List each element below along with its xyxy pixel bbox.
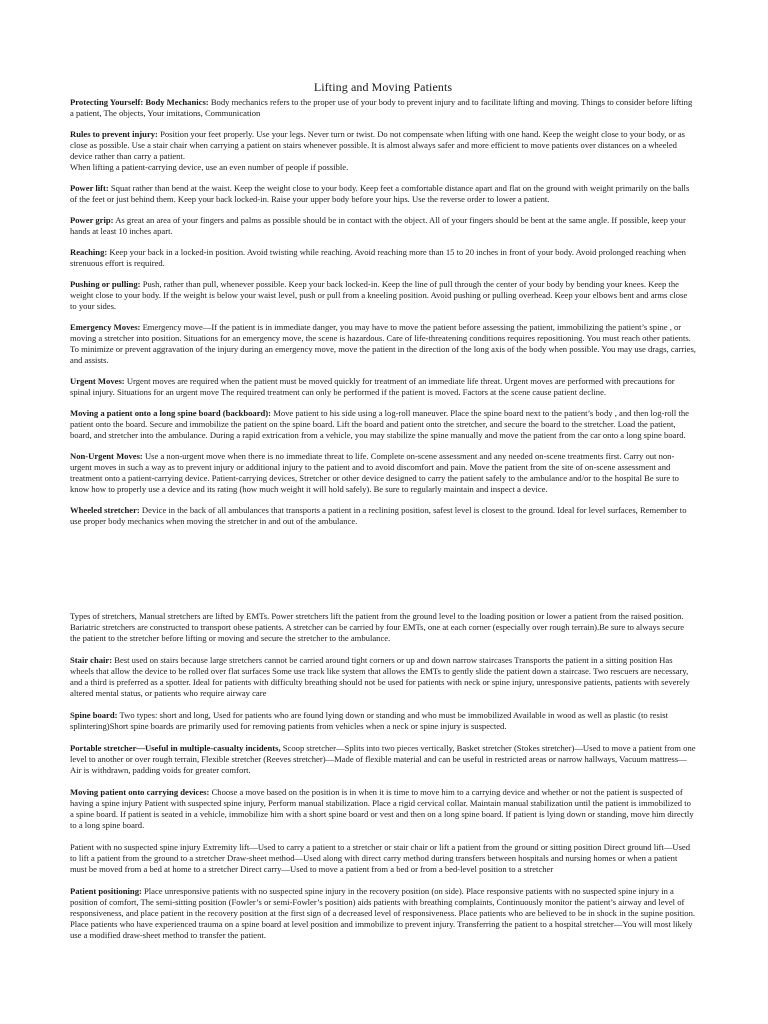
section-paragraph	[70, 710, 696, 732]
section-paragraph	[70, 886, 696, 941]
section-heading: Power lift:	[70, 183, 109, 193]
section-paragraph	[70, 322, 696, 366]
section-heading: Rules to prevent injury:	[70, 129, 158, 139]
section-paragraph	[70, 611, 696, 644]
section-heading: Portable stretcher—Useful in multiple-casualty incidents,	[70, 743, 281, 753]
section-paragraph	[70, 97, 696, 119]
section-heading: Power grip:	[70, 215, 114, 225]
section-heading: Reaching:	[70, 247, 108, 257]
section-heading: Patient positioning:	[70, 886, 142, 896]
section-text: Patient with no suspected spine injury Extremity lift—Used to carry a patient to a stretcher or stair chair or lift a patient from the ground or sitting position Direct ground lift—Used to lift a patient from the ground to a stretcher Draw-sheet method—Used along with direct carry method during transfers between hospitals and nursing homes or when a patient must be moved from a bed at home to a stretcher Direct carry—Used to move a patient from a bed or from a bed-level position to a stretcher	[70, 842, 691, 874]
section-text: Body mechanics refers to the proper use of your body to prevent injury and to facilitate lifting and moving. Things to consider before lifting a patient, The objects, Your imitations, Communication	[70, 97, 693, 118]
section-heading: Pushing or pulling:	[70, 279, 141, 289]
section-paragraph	[70, 408, 696, 441]
section-text: Use a non-urgent move when there is no immediate threat to life. Complete on-scene assessment and any needed on-scene treatments first. Carry out non-urgent moves in such a way as to prevent injury or additional injury to the patient and to avoid discomfort and pain. Move the patient from the site of on-scene assessment and treatment onto a patient-carrying device. Patient-carrying devices, Stretcher or other device designed to carry the patient safely to the ambulance and/or to the hospital Be sure to know how to properly use a device and its rating (how much weight it will hold safely). Be sure to regularly maintain and inspect a device.	[70, 451, 679, 494]
section-text: As great an area of your fingers and palms as possible should be in contact with the object. All of your fingers should be bent at the same angle. If possible, keep your hands at least 10 inches apart.	[70, 215, 686, 236]
document-title: Lifting and Moving Patients	[313, 80, 453, 94]
section-paragraph	[70, 842, 696, 875]
bottom-sections	[70, 611, 696, 941]
section-text: Emergency move—If the patient is in immediate danger, you may have to move the patient before assessing the patient, immobilizing the patient’s spine , or moving a stretcher into position. Situations for an emergency move, the scene is hazardous. Care of life-threatening conditions requires repositioning. You must reach other patients. To minimize or prevent aggravation of the injury during an emergency move, move the patient in the direction of the long axis of the body when possible. You may use drags, carries, and assists.	[70, 322, 696, 365]
section-heading: Protecting Yourself: Body Mechanics:	[70, 97, 209, 107]
section-heading: Non-Urgent Moves:	[70, 451, 143, 461]
section-paragraph	[70, 743, 696, 776]
section-heading: Urgent Moves:	[70, 376, 125, 386]
blank-gap	[70, 537, 696, 611]
section-paragraph	[70, 655, 696, 699]
top-sections	[70, 97, 696, 527]
section-text: Best used on stairs because large stretchers cannot be carried around tight corners or up and down narrow staircases Transports the patient in a sitting position Has wheels that allow the device to be rolled over flat surfaces Some use track like system that allows the EMTs to gently slide the patient down a staircase. Two rescuers are necessary, and a third is preferred as a spotter. Ideal for patients with difficulty breathing should not be used for patients with neck or spine injury, unresponsive patients, patients with severely altered mental status, or patients who require airway care	[70, 655, 690, 698]
section-paragraph	[70, 183, 696, 205]
section-text: Scoop stretcher—Splits into two pieces vertically, Basket stretcher (Stokes stretcher)—Used to move a patient from one level to another or over rough terrain, Flexible stretcher (Reeves stretcher)—Made of flexible material and can be useful in restricted areas or narrow hallways, Vacuum mattress—Air is withdrawn, padding voids for greater comfort.	[70, 743, 696, 775]
section-paragraph	[70, 215, 696, 237]
section-text: Device in the back of all ambulances that transports a patient in a reclining position, safest level is closest to the ground. Ideal for level surfaces, Remember to use proper body mechanics when moving the stretcher in and out of the ambulance.	[70, 505, 687, 526]
section-paragraph	[70, 376, 696, 398]
section-text: Push, rather than pull, whenever possible. Keep your back locked-in. Keep the line of pull through the center of your body by bending your knees. Keep the weight close to your body. If the weight is below your waist level, push or pull from a kneeling position. Avoid pushing or pulling overhead. Keep your elbows bent and arms close to your sides.	[70, 279, 688, 311]
section-text: Move patient to his side using a log-roll maneuver. Place the spine board next to the patient’s body , and then log-roll the patient onto the board. Secure and immobilize the patient on the spine board. Lift the board and patient onto the stretcher, and secure the board to the stretcher. Load the patient, board, and stretcher into the ambulance. During a rapid extrication from a vehicle, you may stabilize the spine manually and move the patient from the car onto a long spine board.	[70, 408, 689, 440]
section-text: Position your feet properly. Use your legs. Never turn or twist. Do not compensate when lifting with one hand. Keep the weight close to your body, or as close as possible. Use a stair chair when carrying a patient on stairs whenever possible. It is almost always safer and more efficient to move patients over distances on a wheeled device rather than carry a patient.	[70, 129, 685, 161]
section-text: Types of stretchers, Manual stretchers are lifted by EMTs. Power stretchers lift the patient from the ground level to the loading position or lower a patient from the raised position. Bariatric stretchers are constructed to transport obese patients. A stretcher can be carried by four EMTs, one at each corner (especially over rough terrain).Be sure to always secure the patient to the stretcher before lifting or moving and secure the stretcher to the ambulance.	[70, 611, 685, 643]
section-text: Choose a move based on the position is in when it is time to move him to a carrying device and whether or not the patient is suspected of having a spine injury Patient with suspected spine injury, Perform manual stabilization. Place a rigid cervical collar. Maintain manual stabilization until the patient is immobilized to a spine board. If patient is seated in a vehicle, immobilize him with a short spine board or vest and then on a long spine board. If patient is lying down or standing, move him directly to a long spine board.	[70, 787, 694, 830]
document-page	[70, 80, 696, 952]
section-heading: Stair chair:	[70, 655, 113, 665]
section-heading: Wheeled stretcher:	[70, 505, 140, 515]
section-paragraph	[70, 279, 696, 312]
section-heading: Spine board:	[70, 710, 118, 720]
section-heading: Moving a patient onto a long spine board (backboard):	[70, 408, 272, 418]
section-text: Keep your back in a locked-in position. Avoid twisting while reaching. Avoid reaching more than 15 to 20 inches in front of your body. Avoid prolonged reaching when strenuous effort is required.	[70, 247, 686, 268]
section-paragraph	[70, 451, 696, 495]
section-paragraph	[70, 505, 696, 527]
section-paragraph	[70, 247, 696, 269]
section-heading: Moving patient onto carrying devices:	[70, 787, 210, 797]
section-paragraph	[70, 787, 696, 831]
section-text: Urgent moves are required when the patient must be moved quickly for treatment of an immediate life threat. Urgent moves are performed with precautions for spinal injury. Situations for an urgent move The required treatment can only be performed if the patient is moved. Factors at the scene cause patient decline.	[70, 376, 675, 397]
section-text: When lifting a patient-carrying device, use an even number of people if possible.	[70, 162, 349, 172]
section-paragraph	[70, 129, 696, 173]
section-text: Squat rather than bend at the waist. Keep the weight close to your body. Keep feet a comfortable distance apart and flat on the ground with weight primarily on the balls of the feet or just behind them. Keep your back locked-in. Raise your upper body before your hips. Use the reverse order to lower a patient.	[70, 183, 690, 204]
section-heading: Emergency Moves:	[70, 322, 141, 332]
section-text: Two types: short and long, Used for patients who are found lying down or standing and who must be immobilized Available in wood as well as plastic (to resist splintering)Short spine boards are primarily used for removing patients from vehicles when a neck or spine injury is suspected.	[70, 710, 668, 731]
section-text: Place unresponsive patients with no suspected spine injury in the recovery position (on side). Place responsive patients with no suspected spine injury in a position of comfort, The semi-sitting position (Fowler’s or semi-Fowler’s position) aids patients with breathing complaints, Continuously monitor the patient’s airway and level of responsiveness, and place patient in the recovery position at the first sign of a decreased level of responsiveness. Place patients who are believed to be in shock in the supine position. Place patients who have experienced trauma on a spine board at level position and immobilize to prevent injury. Transferring the patient to a hospital stretcher—You will most likely use a modified draw-sheet method to transfer the patient.	[70, 886, 696, 940]
